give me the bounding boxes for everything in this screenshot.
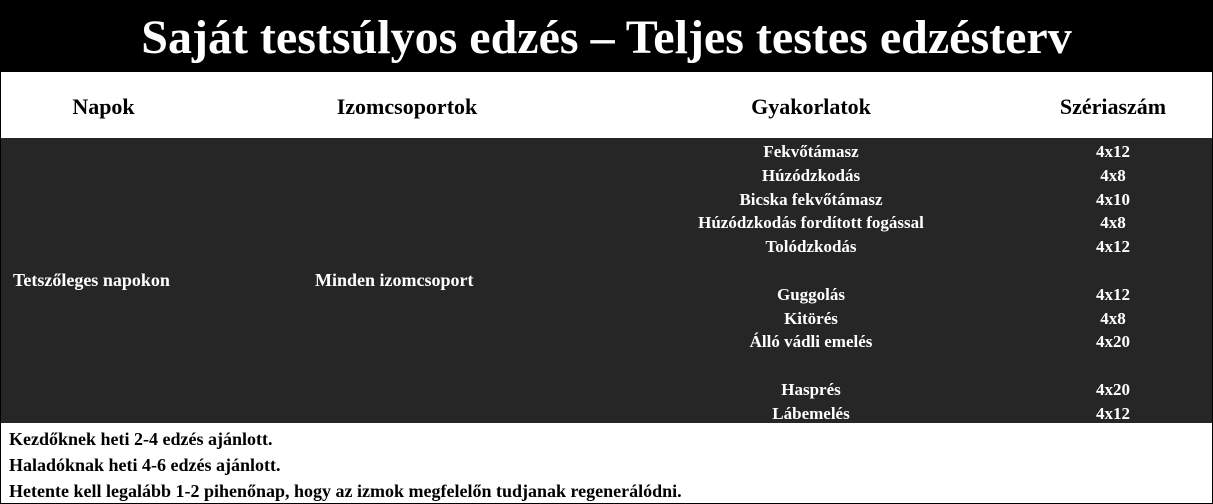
- sets-spacer: [1013, 354, 1213, 378]
- exercise-name: Guggolás: [776, 284, 846, 304]
- sets-list: [1013, 140, 1213, 426]
- sets-value: 4x8: [1100, 165, 1126, 185]
- table-header-row: [1, 71, 1212, 139]
- note-advanced: Haladóknak heti 4-6 edzés ajánlott.: [9, 455, 281, 475]
- exercise-name: Kitörés: [784, 308, 838, 328]
- sets-spacer: [1013, 259, 1213, 283]
- sets-value: 4x12: [1096, 237, 1130, 257]
- header-muscle-groups: Izomcsoportok: [336, 94, 478, 119]
- exercise-name: Tolódzkodás: [765, 237, 857, 257]
- header-exercises: Gyakorlatok: [751, 94, 871, 119]
- exercise-list: [606, 140, 1016, 426]
- days-cell: Tetszőleges napokon: [13, 270, 170, 290]
- notes-section: [1, 423, 1212, 503]
- note-beginners: Kezdőknek heti 2-4 edzés ajánlott.: [9, 429, 273, 449]
- sets-value: 4x12: [1096, 142, 1130, 161]
- note-rest-days: Hetente kell legalább 1-2 pihenőnap, hogy az izmok megfelelőn tudjanak regenerálódni.: [9, 481, 682, 501]
- header-days: Napok: [72, 94, 135, 119]
- header-sets: Szériaszám: [1059, 94, 1167, 119]
- sets-value: 4x10: [1096, 189, 1130, 209]
- exercise-name: Lábemelés: [772, 403, 850, 423]
- page-title: Saját testsúlyos edzés – Teljes testes edzésterv: [1, 1, 1212, 71]
- exercise-name: Bicska fekvőtámasz: [739, 189, 883, 209]
- table-body: [1, 138, 1212, 423]
- sets-value: 4x20: [1096, 332, 1130, 352]
- exercise-name: Álló vádli emelés: [749, 332, 873, 352]
- sets-value: 4x12: [1096, 403, 1130, 423]
- sets-value: 4x20: [1096, 379, 1130, 399]
- exercise-spacer: [606, 259, 1016, 283]
- sets-value: 4x8: [1100, 213, 1126, 233]
- exercise-name: Húzódzkodás: [761, 165, 861, 185]
- exercise-spacer: [606, 354, 1016, 378]
- exercise-name: Hasprés: [781, 379, 841, 399]
- sets-value: 4x8: [1100, 308, 1126, 328]
- exercise-name: Fekvőtámasz: [763, 142, 859, 161]
- muscle-groups-cell: Minden izomcsoport: [315, 270, 474, 290]
- exercise-name: Húzódzkodás fordított fogással: [698, 213, 924, 233]
- sets-value: 4x12: [1096, 284, 1130, 304]
